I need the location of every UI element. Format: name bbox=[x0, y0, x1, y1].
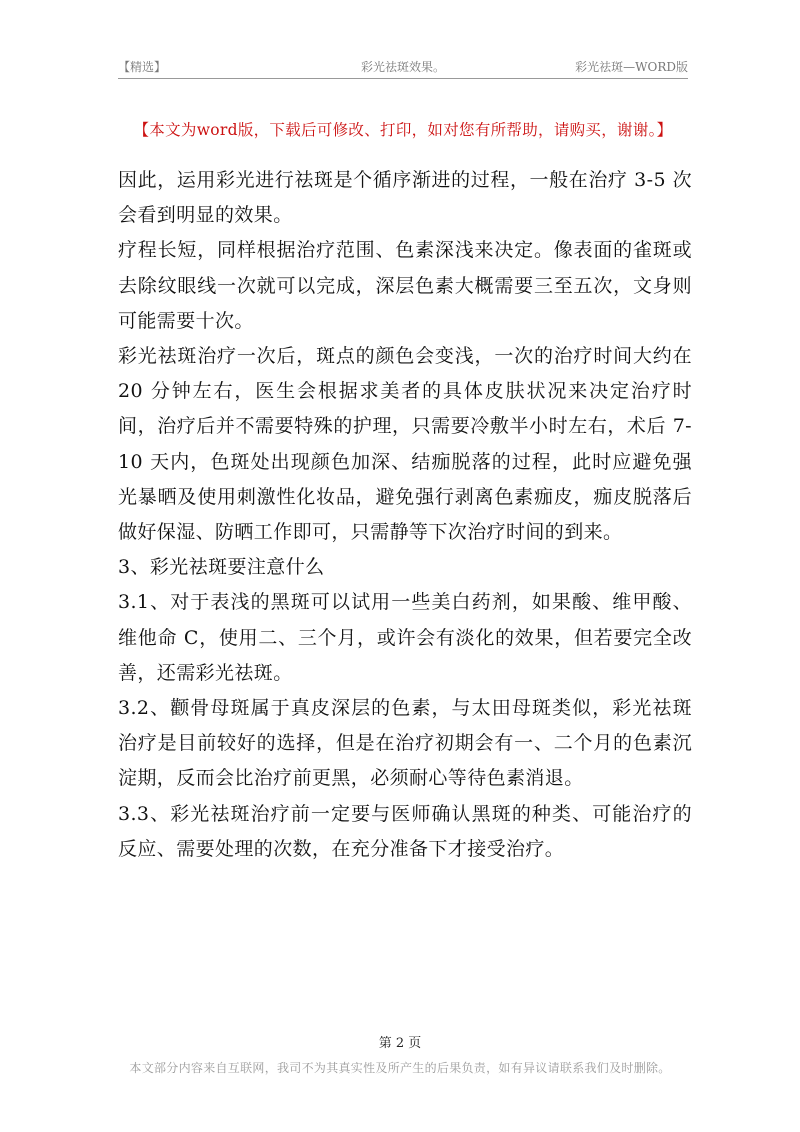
purchase-notice: 【本文为word版，下载后可修改、打印，如对您有所帮助，请购买，谢谢。】 bbox=[133, 121, 673, 139]
header-right-title: 彩光祛斑—WORD版 bbox=[575, 60, 688, 74]
paragraph-3-1: 3.1、对于表浅的黑斑可以试用一些美白药剂，如果酸、维甲酸、维他命 C，使用二、三个月，或许会有淡化的效果，但若要完全改善，还需彩光祛斑。 bbox=[118, 591, 692, 684]
page-number: 第 2 页 bbox=[378, 1036, 422, 1051]
footer-disclaimer: 本文部分内容来自互联网，我司不为其真实性及所产生的后果负责，如有异议请联系我们及时删除。 bbox=[129, 1061, 671, 1075]
document-body bbox=[118, 163, 692, 867]
header-title: 彩光祛斑效果。 bbox=[360, 60, 445, 74]
page-header bbox=[118, 56, 688, 79]
paragraph-1: 因此，运用彩光进行祛斑是个循序渐进的过程，一般在治疗 3-5 次会看到明显的效果。 bbox=[118, 169, 692, 227]
paragraph-2: 疗程长短，同样根据治疗范围、色素深浅来决定。像表面的雀斑或去除纹眼线一次就可以完成，深层色素大概需要三至五次，文身则可能需要十次。 bbox=[118, 239, 692, 332]
paragraph-3: 彩光祛斑治疗一次后，斑点的颜色会变浅，一次的治疗时间大约在 20 分钟左右，医生会根据求美者的具体皮肤状况来决定治疗时间，治疗后并不需要特殊的护理，只需要冷敷半小时左右，术后 7-10 天内，色斑处出现颜色加深、结痂脱落的过程，此时应避免强光暴晒及使用刺激性化妆品，避免强行剥离色素痂皮，痂皮脱落后做好保湿、防晒工作即可，只需静等下次治疗时间的到来。 bbox=[118, 345, 692, 544]
section-heading-3: 3、彩光祛斑要注意什么 bbox=[118, 556, 325, 579]
header-left-tag: 【精选】 bbox=[118, 60, 167, 74]
paragraph-3-3: 3.3、彩光祛斑治疗前一定要与医师确认黑斑的种类、可能治疗的反应、需要处理的次数，在充分准备下才接受治疗。 bbox=[118, 802, 692, 860]
paragraph-3-2: 3.2、颧骨母斑属于真皮深层的色素，与太田母斑类似，彩光祛斑治疗是目前较好的选择，但是在治疗初期会有一、二个月的色素沉淀期，反而会比治疗前更黑，必须耐心等待色素消退。 bbox=[118, 697, 692, 790]
